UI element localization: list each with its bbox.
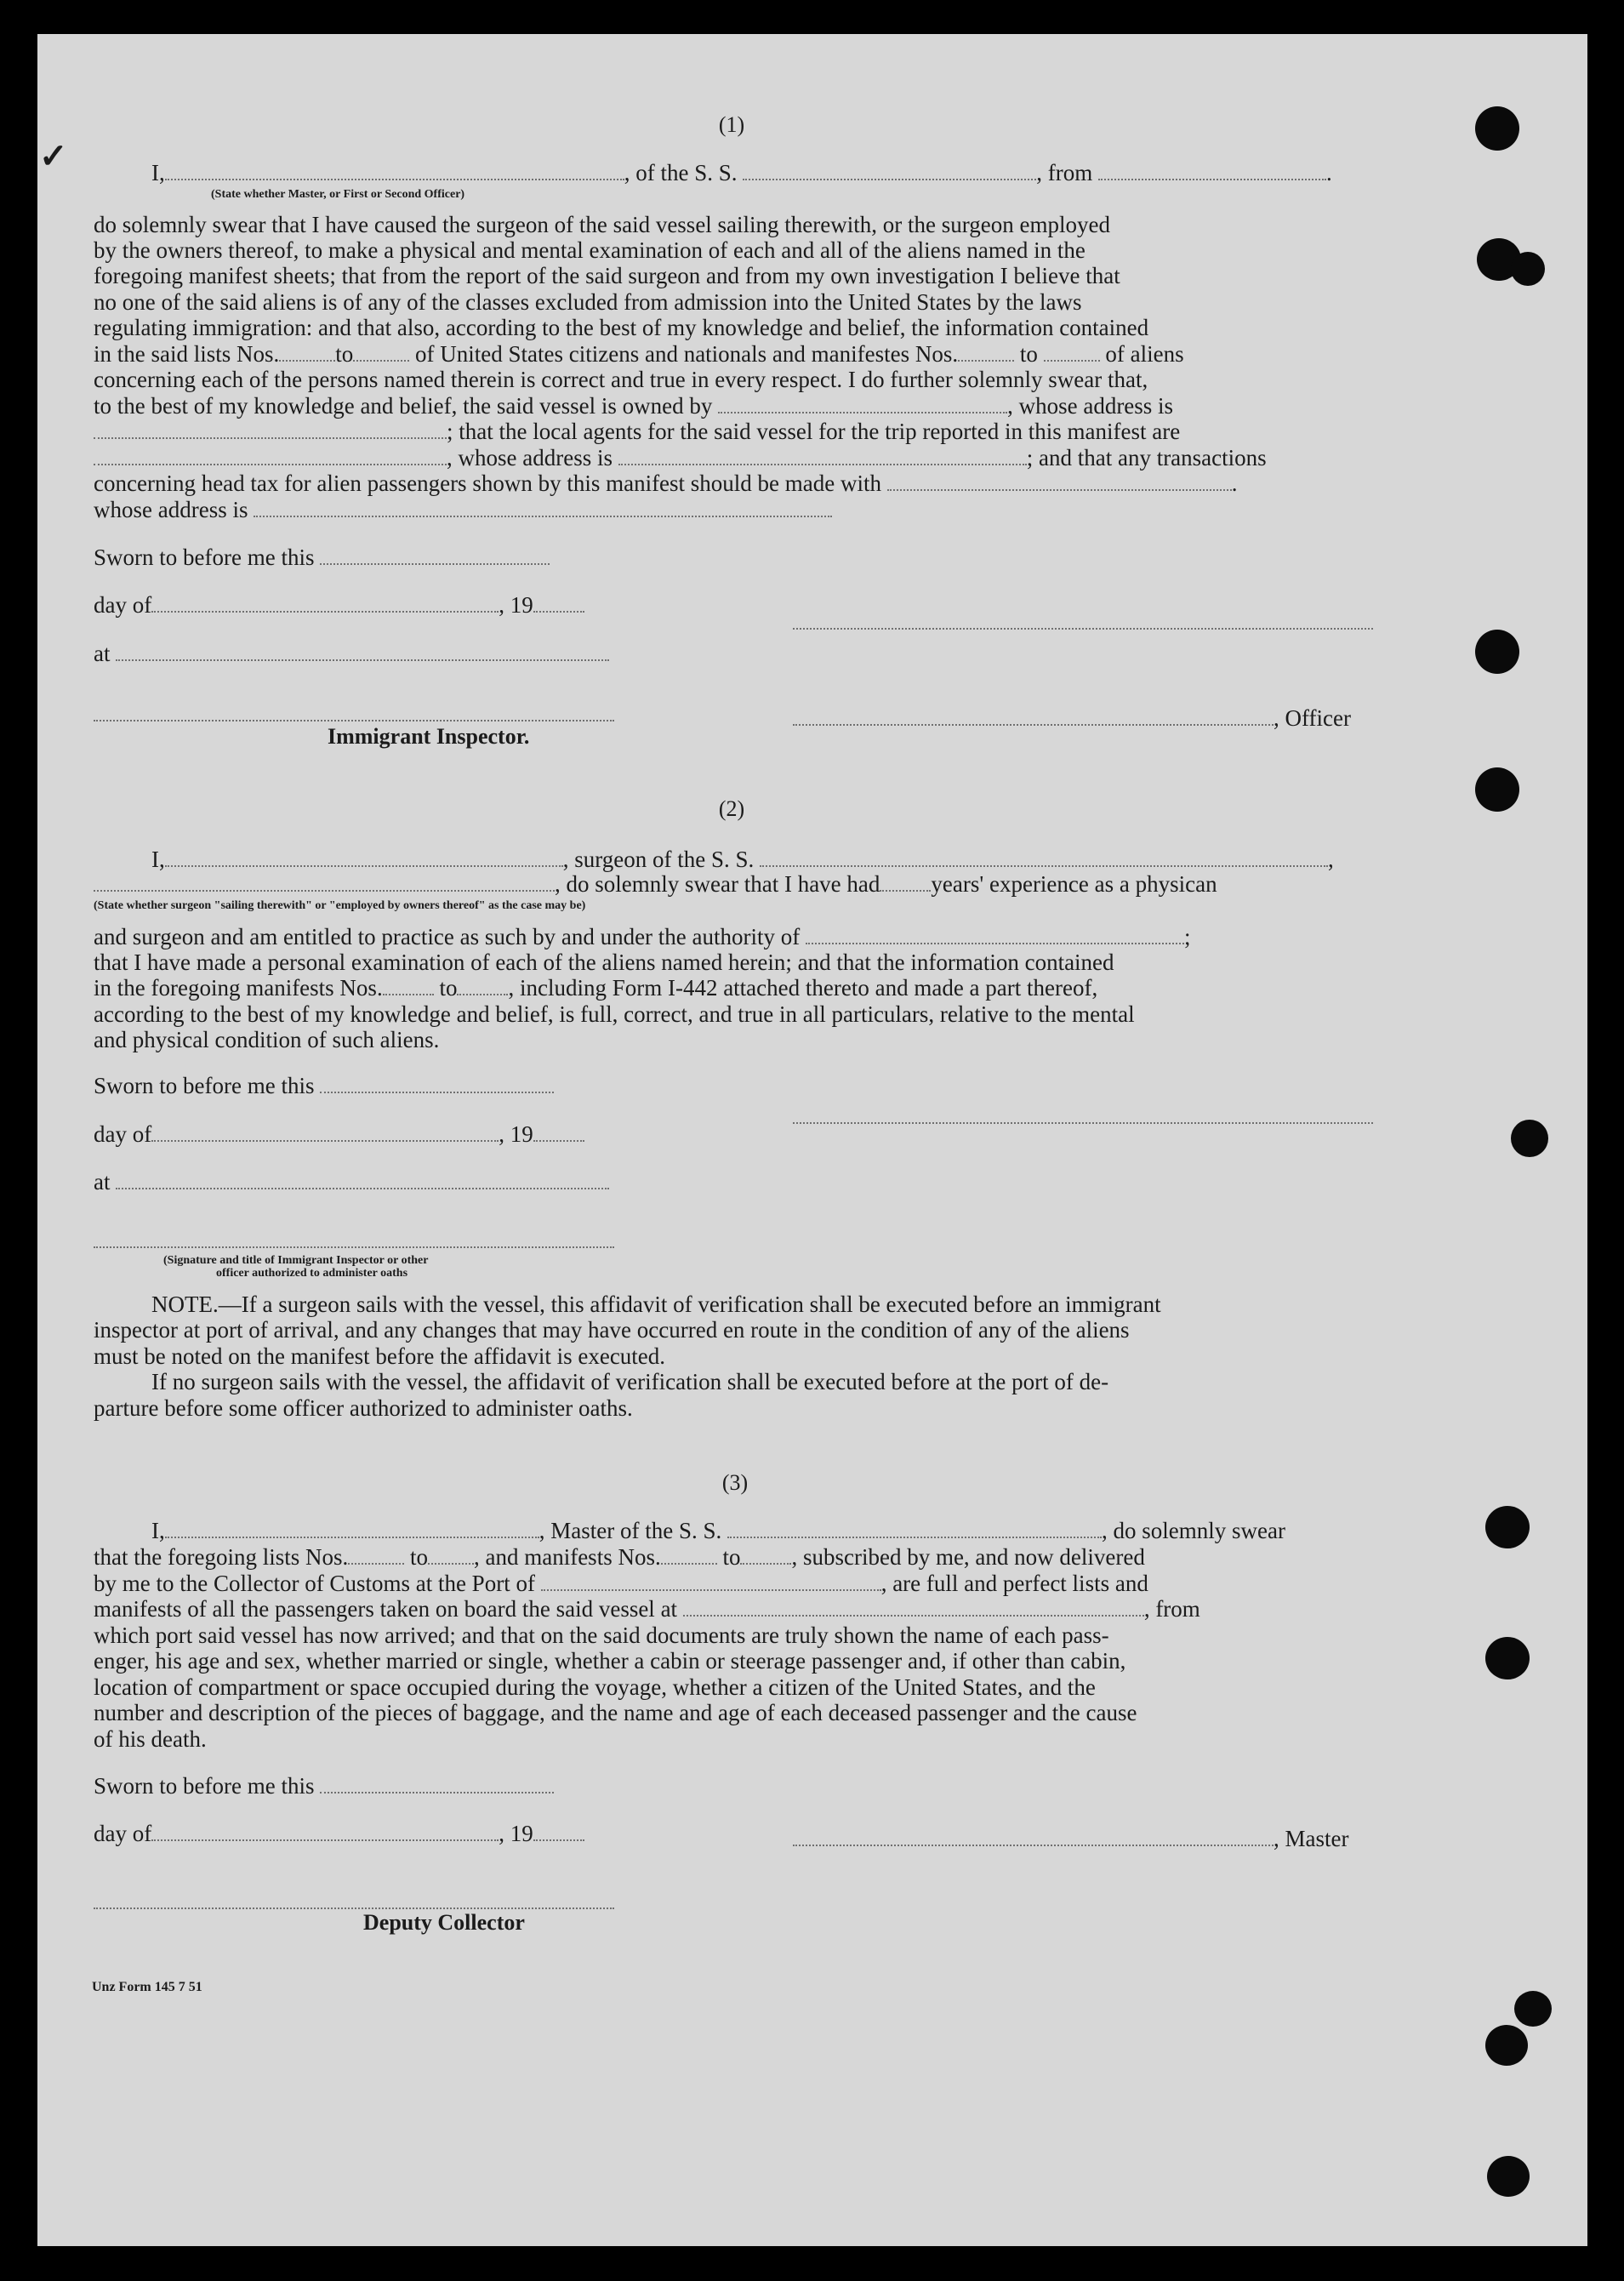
day-of-line: day of , 19: [94, 1121, 584, 1147]
punch-hole: [1475, 767, 1519, 812]
place-field[interactable]: [116, 1171, 609, 1189]
authority-field[interactable]: [806, 926, 1184, 944]
paragraph-line: , whose address is ; and that any transactions: [94, 445, 1267, 470]
note-line: NOTE.—If a surgeon sails with the vessel, this affidavit of verification shall be executed before an immigrant: [151, 1292, 1161, 1317]
punch-hole: [1485, 2025, 1528, 2066]
section-1-oath-line: I, , of the S. S. , from .: [151, 160, 1332, 185]
paragraph-line: ; that the local agents for the said vessel for the trip reported in this manifest are: [94, 419, 1180, 444]
sworn-line: Sworn to before me this: [94, 545, 550, 570]
list-from-field[interactable]: [279, 343, 335, 362]
paragraph-line: and surgeon and am entitled to practice as such by and under the authority of ;: [94, 924, 1191, 949]
manifest-to-field[interactable]: [740, 1546, 791, 1565]
paragraph-line: in the said lists Nos. to of United States citizens and nationals and manifestes Nos. to of aliens: [94, 341, 1184, 367]
customs-port-field[interactable]: [541, 1572, 881, 1591]
surgeon-signature-line[interactable]: [793, 1122, 1373, 1124]
punch-hole: [1475, 630, 1519, 674]
punch-hole: [1514, 1991, 1552, 2027]
manifest-from-field[interactable]: [958, 343, 1014, 362]
signature-title-note: officer authorized to administer oaths: [216, 1267, 408, 1280]
ship-name-field[interactable]: [727, 1520, 1102, 1538]
paragraph-line: and physical condition of such aliens.: [94, 1027, 440, 1052]
paragraph-line: by the owners thereof, to make a physical and mental examination of each and all of the aliens named in the: [94, 237, 1086, 263]
note-line: parture before some officer authorized to administer oaths.: [94, 1395, 633, 1421]
paragraph-line: do solemnly swear that I have caused the surgeon of the said vessel sailing therewith, or the surgeon employed: [94, 212, 1110, 237]
immigrant-inspector-label: Immigrant Inspector.: [328, 724, 530, 749]
owner-address-field[interactable]: [94, 420, 447, 439]
paragraph-line: that the foregoing lists Nos. to , and manifests Nos. to , subscribed by me, and now delivered: [94, 1544, 1145, 1570]
inspector-signature-line[interactable]: [94, 1246, 614, 1248]
punch-hole: [1485, 1506, 1530, 1548]
at-line: at: [94, 1169, 609, 1195]
master-line: , Master: [793, 1826, 1348, 1851]
at-line: at: [94, 641, 609, 666]
section-2-experience-line: , do solemnly swear that I have had years' experience as a physican: [94, 871, 1217, 897]
embarkation-port-field[interactable]: [683, 1598, 1144, 1617]
officer-name-field[interactable]: [165, 162, 624, 180]
day-of-line: day of , 19: [94, 592, 584, 618]
paragraph-line: that I have made a personal examination of each of the aliens named herein; and that the information contained: [94, 949, 1114, 975]
paragraph-line: regulating immigration: and that also, according to the best of my knowledge and belief, the information contained: [94, 315, 1149, 340]
surgeon-status-note: (State whether surgeon "sailing therewith" or "employed by owners thereof" as the case may be): [94, 899, 586, 912]
paragraph-line: of his death.: [94, 1726, 207, 1752]
list-from-field[interactable]: [348, 1546, 404, 1565]
year-field[interactable]: [533, 1123, 584, 1142]
paragraph-line: foregoing manifest sheets; that from the report of the said surgeon and from my own investigation I believe that: [94, 263, 1120, 288]
deputy-collector-label: Deputy Collector: [363, 1910, 525, 1935]
owner-field[interactable]: [718, 395, 1007, 413]
manifest-from-field[interactable]: [661, 1546, 717, 1565]
sworn-line: Sworn to before me this: [94, 1073, 554, 1098]
month-field[interactable]: [151, 1123, 499, 1142]
section-2-number: (2): [718, 796, 745, 821]
manifest-from-field[interactable]: [383, 977, 434, 995]
sworn-day-field[interactable]: [320, 1075, 554, 1093]
master-signature-field[interactable]: [793, 1828, 1274, 1846]
list-to-field[interactable]: [428, 1546, 474, 1565]
inspector-signature-line[interactable]: [94, 720, 614, 721]
paragraph-line: according to the best of my knowledge and belief, is full, correct, and true in all particulars, relative to the mental: [94, 1001, 1135, 1027]
punch-hole: [1511, 1120, 1548, 1157]
officer-line: , Officer: [793, 705, 1351, 731]
list-to-field[interactable]: [353, 343, 409, 362]
note-line: must be noted on the manifest before the affidavit is executed.: [94, 1343, 666, 1369]
ship-name-field[interactable]: [760, 848, 1328, 867]
note-line: If no surgeon sails with the vessel, the affidavit of verification shall be executed before at the port of de-: [151, 1369, 1109, 1394]
paragraph-line: enger, his age and sex, whether married or single, whether a cabin or steerage passenger and, if other than cabin,: [94, 1648, 1126, 1674]
sworn-line: Sworn to before me this: [94, 1773, 554, 1799]
paragraph-line: whose address is: [94, 497, 832, 522]
paragraph-line: manifests of all the passengers taken on board the said vessel at , from: [94, 1596, 1200, 1622]
surgeon-status-field[interactable]: [94, 873, 555, 892]
section-2-oath-line: I, , surgeon of the S. S. ,: [151, 847, 1334, 872]
officer-signature-field[interactable]: [793, 707, 1274, 726]
paragraph-line: location of compartment or space occupied during the voyage, whether a citizen of the United States, and the: [94, 1674, 1096, 1700]
place-field[interactable]: [116, 642, 609, 661]
punch-hole: [1487, 2156, 1530, 2197]
sworn-day-field[interactable]: [320, 1775, 554, 1793]
officer-rank-note: (State whether Master, or First or Second Officer): [211, 188, 465, 201]
paragraph-line: no one of the said aliens is of any of the classes excluded from admission into the United States by the laws: [94, 289, 1082, 315]
form-number: Unz Form 145 7 51: [92, 1980, 202, 1994]
month-field[interactable]: [151, 1822, 499, 1841]
paragraph-line: number and description of the pieces of baggage, and the name and age of each deceased passenger and the cause: [94, 1700, 1137, 1725]
punch-hole: [1475, 106, 1519, 151]
section-3-number: (3): [721, 1470, 749, 1495]
note-line: inspector at port of arrival, and any changes that may have occurred en route in the condition of any of the aliens: [94, 1317, 1130, 1343]
section-3-oath-line: I, , Master of the S. S. , do solemnly swear: [151, 1518, 1285, 1543]
punch-hole: [1511, 252, 1545, 286]
ship-name-field[interactable]: [743, 162, 1036, 180]
paragraph-line: in the foregoing manifests Nos. to , including Form I-442 attached thereto and made a part thereof,: [94, 975, 1098, 1001]
year-field[interactable]: [533, 1822, 584, 1841]
head-tax-contact-field[interactable]: [887, 472, 1232, 491]
surgeon-name-field[interactable]: [165, 848, 563, 867]
paragraph-line: to the best of my knowledge and belief, the said vessel is owned by , whose address is: [94, 393, 1174, 419]
punch-hole: [1485, 1637, 1530, 1679]
agent-field[interactable]: [94, 447, 447, 465]
paragraph-line: concerning each of the persons named therein is correct and true in every respect. I do further solemnly swear that,: [94, 367, 1148, 392]
paragraph-line: concerning head tax for alien passengers shown by this manifest should be made with .: [94, 470, 1238, 496]
signature-line[interactable]: [793, 628, 1373, 630]
manifest-to-field[interactable]: [1044, 343, 1100, 362]
manifest-to-field[interactable]: [457, 977, 508, 995]
signature-title-note: (Signature and title of Immigrant Inspector or other: [163, 1254, 429, 1267]
contact-address-field[interactable]: [254, 499, 832, 517]
paragraph-line: which port said vessel has now arrived; and that on the said documents are truly shown the name of each pass-: [94, 1622, 1109, 1648]
departure-port-field[interactable]: [1098, 162, 1326, 180]
deputy-signature-line[interactable]: [94, 1907, 614, 1909]
day-of-line: day of , 19: [94, 1821, 584, 1846]
agent-address-field[interactable]: [618, 447, 1027, 465]
master-name-field[interactable]: [165, 1520, 539, 1538]
years-experience-field[interactable]: [880, 873, 931, 892]
margin-mark: ✓: [39, 137, 68, 175]
paragraph-line: by me to the Collector of Customs at the Port of , are full and perfect lists and: [94, 1571, 1148, 1596]
month-field[interactable]: [151, 594, 499, 613]
year-field[interactable]: [533, 594, 584, 613]
sworn-day-field[interactable]: [320, 546, 550, 565]
section-1-number: (1): [718, 112, 745, 137]
